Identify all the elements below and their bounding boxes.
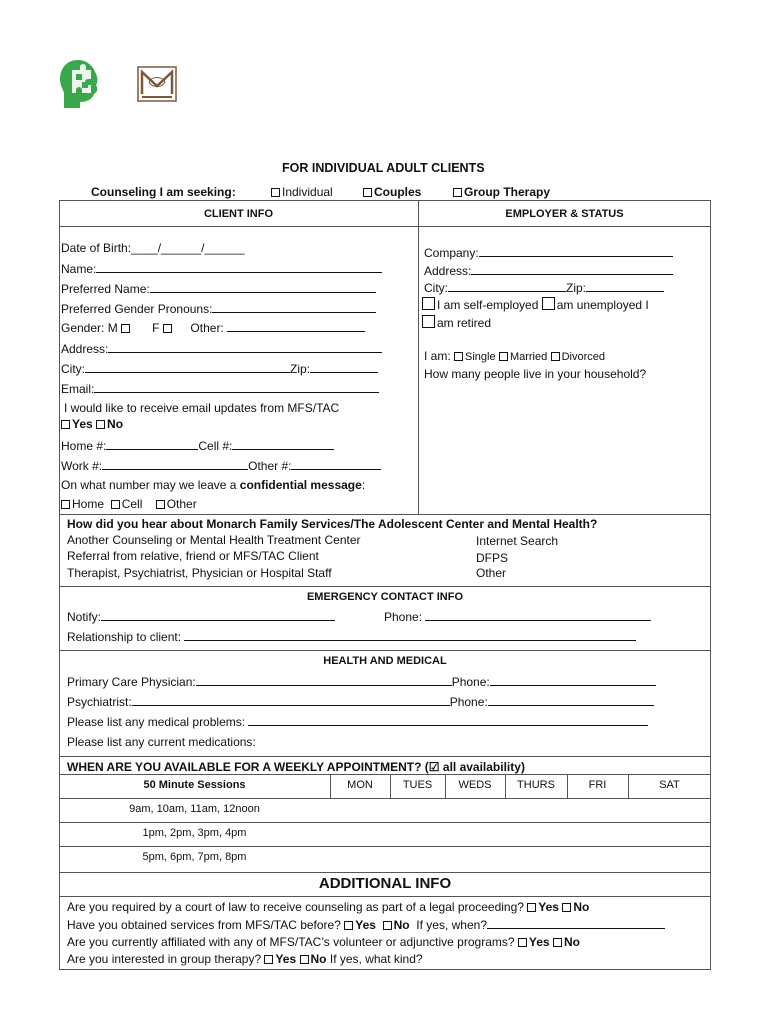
form-title: FOR INDIVIDUAL ADULT CLIENTS [282, 161, 485, 175]
group-therapy-option[interactable]: Group Therapy [453, 185, 550, 199]
employer-address-field[interactable]: Address: [424, 263, 673, 278]
referral-option[interactable]: Another Counseling or Mental Health Treatment Center [67, 533, 361, 547]
referral-option[interactable]: Internet Search [476, 534, 559, 548]
email-yes-checkbox[interactable] [61, 420, 70, 429]
column-divider [418, 200, 419, 514]
gender-field[interactable]: Gender: M F Other: [61, 320, 365, 335]
health-heading: HEALTH AND MEDICAL [323, 655, 447, 667]
home-checkbox[interactable] [61, 500, 70, 509]
pcp-field[interactable]: Primary Care Physician: Phone: [67, 674, 656, 689]
sessions-header: 50 Minute Sessions [143, 779, 246, 791]
divider [59, 846, 711, 847]
marital-status[interactable]: I am: Single Married Divorced [424, 349, 605, 363]
divider [59, 872, 711, 873]
employer-city-field[interactable]: City: Zip: [424, 280, 664, 295]
medical-problems-field[interactable]: Please list any medical problems: [67, 714, 648, 729]
work-other-field[interactable]: Work #: Other #: [61, 458, 381, 473]
city-field[interactable]: City: Zip: [61, 361, 378, 376]
single-checkbox[interactable] [454, 352, 463, 361]
day-thurs: THURS [517, 779, 555, 791]
prior-no-checkbox[interactable] [383, 921, 392, 930]
prior-services-question[interactable]: Have you obtained services from MFS/TAC before? Yes No If yes, when? [67, 917, 665, 932]
day-sat: SAT [659, 779, 680, 791]
pronouns-field[interactable]: Preferred Gender Pronouns: [61, 301, 376, 316]
retired-checkbox[interactable] [422, 315, 435, 328]
group-yes-checkbox[interactable] [264, 955, 273, 964]
emergency-heading: EMERGENCY CONTACT INFO [306, 591, 464, 603]
divider [59, 774, 711, 775]
day-mon: MON [347, 779, 373, 791]
email-updates-options[interactable]: Yes No [61, 417, 123, 431]
time-slot-morning[interactable]: 9am, 10am, 11am, 12noon [129, 803, 260, 815]
notify-field[interactable]: Notify: [67, 609, 335, 624]
relationship-field[interactable]: Relationship to client: [67, 629, 636, 644]
divider [59, 650, 711, 651]
court-question[interactable]: Are you required by a court of law to receive counseling as part of a legal proceeding? Yes No [67, 900, 590, 914]
referral-option[interactable]: Other [476, 566, 507, 580]
group-no-checkbox[interactable] [300, 955, 309, 964]
email-updates-label: I would like to receive email updates from MFS/TAC [64, 401, 340, 415]
group-therapy-question[interactable]: Are you interested in group therapy? Yes No If yes, what kind? [67, 952, 423, 966]
additional-heading: ADDITIONAL INFO [318, 875, 452, 892]
gender-f-checkbox[interactable] [163, 324, 172, 333]
name-field[interactable]: Name: [61, 261, 382, 276]
other-checkbox[interactable] [156, 500, 165, 509]
confidential-message-label: On what number may we leave a confidential message: [61, 478, 366, 492]
checked-box-icon: ☑ [428, 760, 440, 774]
household-question: How many people live in your household? [424, 367, 647, 381]
preferred-name-field[interactable]: Preferred Name: [61, 281, 376, 296]
company-field[interactable]: Company: [424, 245, 673, 260]
prior-yes-checkbox[interactable] [344, 921, 353, 930]
email-field[interactable]: Email: [61, 381, 379, 396]
gender-m-checkbox[interactable] [121, 324, 130, 333]
affiliation-yes-checkbox[interactable] [518, 938, 527, 947]
divider [59, 896, 711, 897]
affiliation-no-checkbox[interactable] [553, 938, 562, 947]
medications-field[interactable]: Please list any current medications: [67, 735, 256, 749]
employer-heading: EMPLOYER & STATUS [505, 208, 624, 220]
divider [59, 798, 711, 799]
puzzle-head-logo [58, 58, 100, 110]
day-weds: WEDS [458, 779, 492, 791]
cell-checkbox[interactable] [111, 500, 120, 509]
couples-option[interactable]: Couples [363, 185, 421, 199]
divider [59, 514, 711, 515]
married-checkbox[interactable] [499, 352, 508, 361]
emergency-phone-field[interactable]: Phone: [384, 609, 651, 624]
dob-field[interactable]: Date of Birth:____/______/______ [61, 241, 245, 255]
employment-status[interactable]: I am self-employed am unemployed I [422, 297, 649, 312]
time-slot-evening[interactable]: 5pm, 6pm, 7pm, 8pm [142, 851, 247, 863]
home-cell-field[interactable]: Home #: Cell #: [61, 438, 334, 453]
affiliation-question[interactable]: Are you currently affiliated with any of MFS/TAC’s volunteer or adjunctive programs? Yes No [67, 935, 580, 949]
client-info-heading: CLIENT INFO [203, 208, 274, 220]
self-employed-checkbox[interactable] [422, 297, 435, 310]
court-yes-checkbox[interactable] [527, 903, 536, 912]
referral-question: How did you hear about Monarch Family Services/The Adolescent Center and Mental Health? [67, 517, 598, 531]
individual-checkbox[interactable] [271, 188, 280, 197]
divider [59, 226, 711, 227]
retired-option[interactable]: am retired [422, 315, 491, 330]
psychiatrist-field[interactable]: Psychiatrist: Phone: [67, 694, 654, 709]
divider [59, 756, 711, 757]
couples-checkbox[interactable] [363, 188, 372, 197]
referral-option[interactable]: Referral from relative, friend or MFS/TAC Client [67, 549, 319, 563]
group-therapy-checkbox[interactable] [453, 188, 462, 197]
availability-heading: WHEN ARE YOU AVAILABLE FOR A WEEKLY APPOINTMENT? (☑ all availability) [67, 760, 525, 774]
divider [59, 822, 711, 823]
referral-option[interactable]: DFPS [476, 551, 509, 565]
email-no-checkbox[interactable] [96, 420, 105, 429]
referral-option[interactable]: Therapist, Psychiatrist, Physician or Hospital Staff [67, 566, 332, 580]
day-fri: FRI [588, 779, 607, 791]
divider [59, 586, 711, 587]
time-slot-afternoon[interactable]: 1pm, 2pm, 3pm, 4pm [142, 827, 247, 839]
unemployed-checkbox[interactable] [542, 297, 555, 310]
day-tues: TUES [402, 779, 433, 791]
confidential-options[interactable]: Home Cell Other [61, 497, 197, 511]
individual-option[interactable]: Individual [271, 185, 333, 199]
divorced-checkbox[interactable] [551, 352, 560, 361]
monarch-logo [136, 64, 178, 104]
court-no-checkbox[interactable] [562, 903, 571, 912]
address-field[interactable]: Address: [61, 341, 382, 356]
counseling-label: Counseling I am seeking: [91, 185, 236, 199]
